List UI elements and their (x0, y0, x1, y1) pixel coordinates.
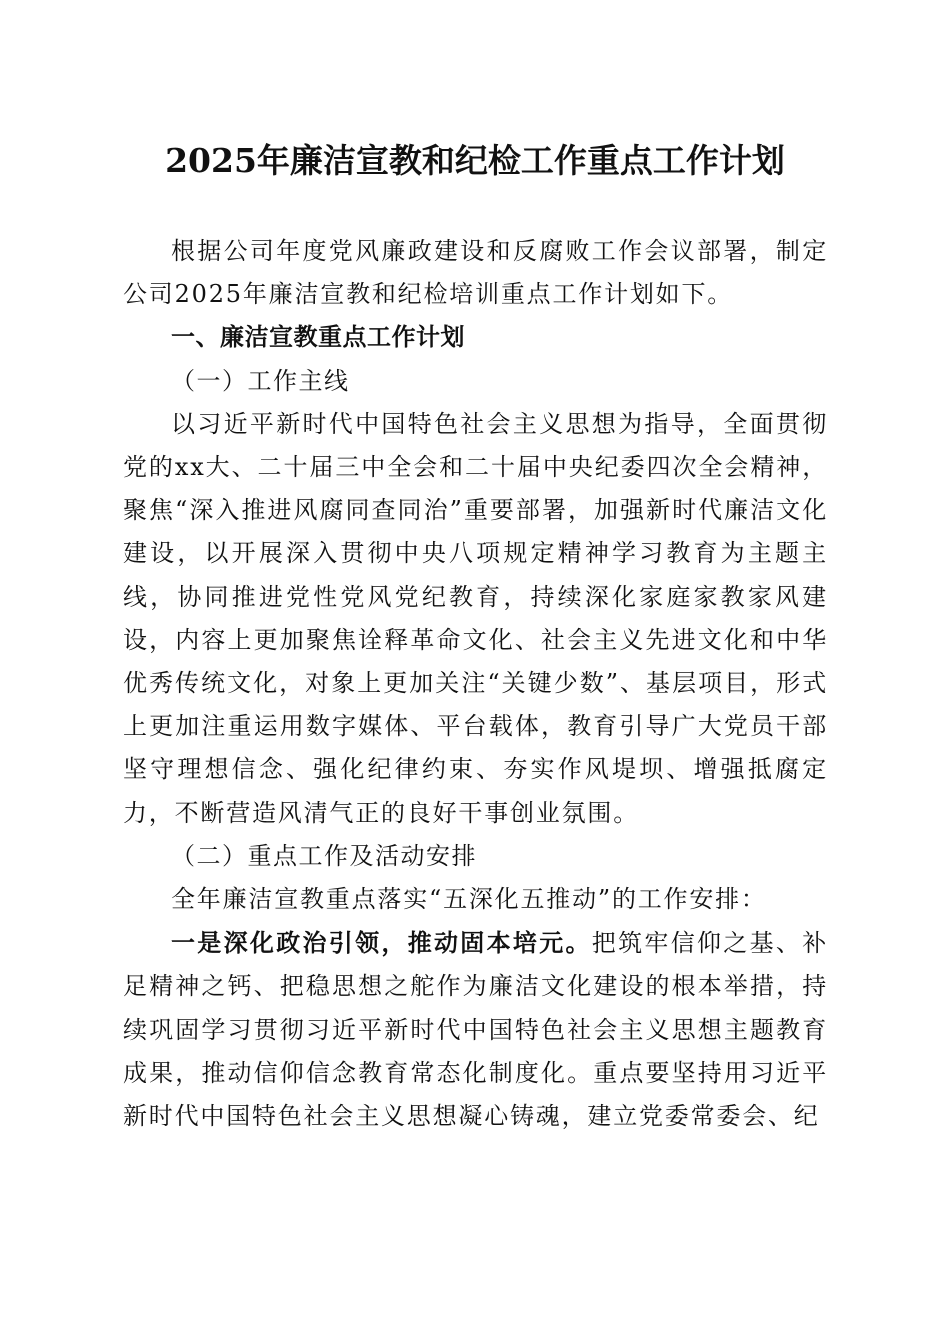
document-title: 2025年廉洁宣教和纪检工作重点工作计划 (165, 141, 785, 180)
intro-paragraph: 根据公司年度党风廉政建设和反腐败工作会议部署，制定公司2025年廉洁宣教和纪检培训重点工作计划如下。 (123, 237, 828, 309)
document-body (123, 230, 828, 1138)
subsection-1-paragraph: 以习近平新时代中国特色社会主义思想为指导，全面贯彻党的xx大、二十届三中全会和二十届中央纪委四次全会精神，聚焦“深入推进风腐同查同治”重要部署，加强新时代廉洁文化建设，以开展深入贯彻中央八项规定精神学习教育为主题主线，协同推进党性党风党纪教育，持续深化家庭家教家风建设，内容上更加聚焦诠释革命文化、社会主义先进文化和中华优秀传统文化，对象上更加关注“关键少数”、基层项目，形式上更加注重运用数字媒体、平台载体，教育引导广大党员干部坚守理想信念、强化纪律约束、夯实作风堤坝、增强抵腐定力，不断营造风清气正的良好干事创业氛围。 (123, 409, 828, 827)
subsection-heading-2: （二）重点工作及活动安排 (171, 841, 477, 870)
section-heading-1: 一、廉洁宣教重点工作计划 (171, 323, 465, 352)
item-1-lead: 一是深化政治引领，推动固本培元。 (171, 928, 592, 958)
item-1-body: 把筑牢信仰之基、补足精神之钙、把稳思想之舵作为廉洁文化建设的根本举措，持续巩固学习贯彻习近平新时代中国特色社会主义思想主题教育成果，推动信仰信念教育常态化制度化。重点要坚持用习近平新时代中国特色社会主义思想凝心铸魂，建立党委常委会、纪 (123, 929, 828, 1131)
subsection-2-intro: 全年廉洁宣教重点落实“五深化五推动”的工作安排： (171, 885, 767, 914)
item-1-paragraph (123, 921, 828, 1138)
subsection-heading-1: （一）工作主线 (171, 366, 350, 395)
